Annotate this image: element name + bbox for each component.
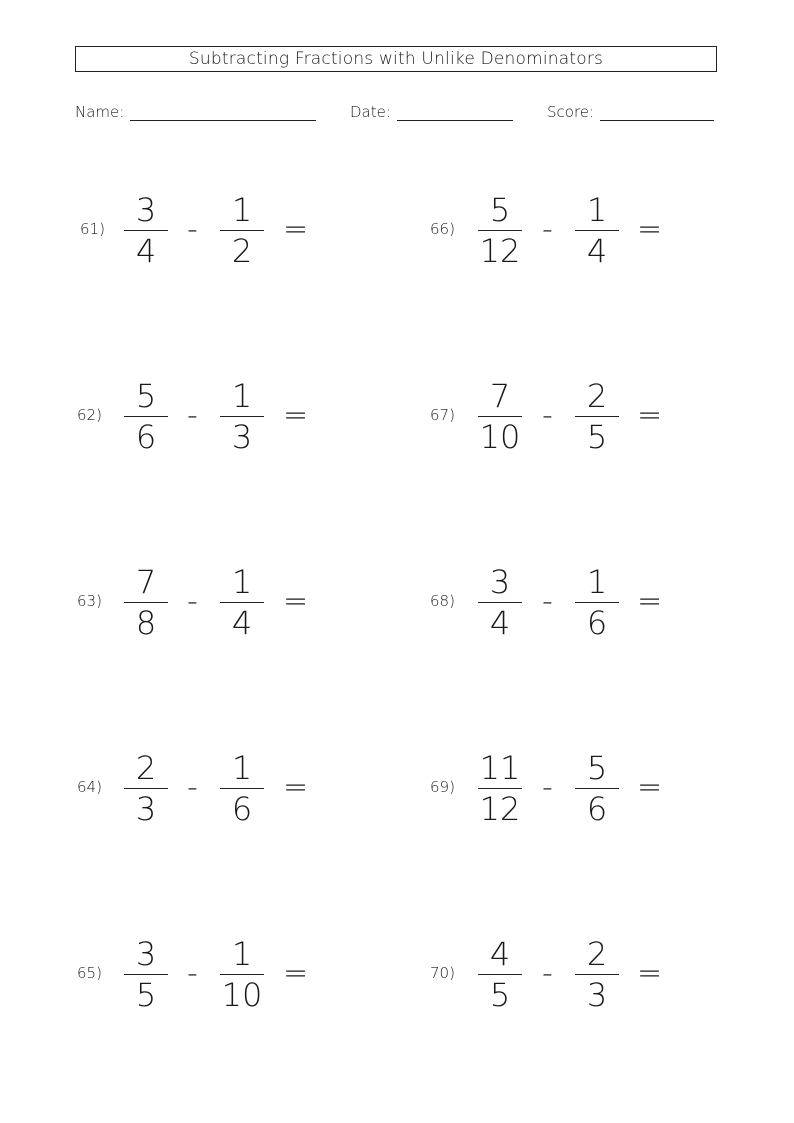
problem-number: 66) <box>430 220 455 238</box>
numerator: 11 <box>479 749 521 787</box>
denominator: 5 <box>489 976 511 1014</box>
worksheet-title-text: Subtracting Fractions with Unlike Denominators <box>188 49 604 69</box>
denominator: 10 <box>221 976 263 1014</box>
fraction-bar <box>478 788 522 789</box>
problem-number: 70) <box>430 964 455 982</box>
denominator: 5 <box>586 418 608 456</box>
equals-sign: = <box>283 212 309 247</box>
denominator: 3 <box>231 418 253 456</box>
problem-number: 63) <box>77 592 102 610</box>
fraction-bar <box>575 230 619 231</box>
fraction-bar <box>575 788 619 789</box>
numerator: 2 <box>586 377 608 415</box>
denominator: 4 <box>586 232 608 270</box>
fraction-bar <box>575 602 619 603</box>
fraction-second <box>575 564 619 641</box>
fraction-bar <box>478 230 522 231</box>
minus-sign: - <box>187 398 198 433</box>
fraction-first <box>478 936 522 1013</box>
date-label: Date: <box>350 103 391 121</box>
fraction-bar <box>220 416 264 417</box>
fraction-bar <box>124 974 168 975</box>
fraction-first <box>478 192 522 269</box>
minus-sign: - <box>187 770 198 805</box>
fraction-second <box>575 378 619 455</box>
fraction-second <box>220 750 264 827</box>
fraction-first <box>124 936 168 1013</box>
fraction-bar <box>124 416 168 417</box>
denominator: 6 <box>586 604 608 642</box>
equals-sign: = <box>637 770 663 805</box>
fraction-first <box>478 564 522 641</box>
fraction-second <box>220 564 264 641</box>
numerator: 7 <box>489 377 511 415</box>
numerator: 1 <box>586 191 608 229</box>
fraction-first <box>478 378 522 455</box>
fraction-bar <box>124 602 168 603</box>
numerator: 2 <box>135 749 157 787</box>
denominator: 6 <box>231 790 253 828</box>
minus-sign: - <box>542 212 553 247</box>
problem-number: 69) <box>430 778 455 796</box>
fraction-first <box>124 750 168 827</box>
problem-number: 64) <box>77 778 102 796</box>
problem-number: 65) <box>77 964 102 982</box>
equals-sign: = <box>283 398 309 433</box>
fraction-second <box>220 192 264 269</box>
denominator: 8 <box>135 604 157 642</box>
problem-number: 62) <box>77 406 102 424</box>
fraction-bar <box>575 974 619 975</box>
numerator: 1 <box>586 563 608 601</box>
date-field <box>350 103 513 121</box>
numerator: 5 <box>135 377 157 415</box>
fraction-bar <box>575 416 619 417</box>
fraction-bar <box>220 974 264 975</box>
fraction-second <box>575 750 619 827</box>
fraction-first <box>124 564 168 641</box>
equals-sign: = <box>637 584 663 619</box>
equals-sign: = <box>637 212 663 247</box>
name-label: Name: <box>75 103 125 121</box>
name-line[interactable] <box>130 104 316 121</box>
numerator: 2 <box>586 935 608 973</box>
denominator: 6 <box>135 418 157 456</box>
numerator: 5 <box>586 749 608 787</box>
problem-number: 68) <box>430 592 455 610</box>
denominator: 6 <box>586 790 608 828</box>
date-line[interactable] <box>397 104 513 121</box>
denominator: 3 <box>586 976 608 1014</box>
numerator: 3 <box>135 935 157 973</box>
numerator: 1 <box>231 377 253 415</box>
fraction-first <box>478 750 522 827</box>
fraction-bar <box>220 602 264 603</box>
fraction-second <box>220 936 264 1013</box>
fraction-bar <box>478 416 522 417</box>
fraction-second <box>575 936 619 1013</box>
fraction-bar <box>478 974 522 975</box>
fraction-bar <box>220 788 264 789</box>
fraction-first <box>124 378 168 455</box>
equals-sign: = <box>283 956 309 991</box>
numerator: 4 <box>489 935 511 973</box>
denominator: 2 <box>231 232 253 270</box>
denominator: 4 <box>135 232 157 270</box>
denominator: 12 <box>479 232 521 270</box>
numerator: 3 <box>489 563 511 601</box>
denominator: 3 <box>135 790 157 828</box>
minus-sign: - <box>542 584 553 619</box>
minus-sign: - <box>542 956 553 991</box>
fraction-first <box>124 192 168 269</box>
numerator: 1 <box>231 563 253 601</box>
numerator: 1 <box>231 935 253 973</box>
problem-number: 61) <box>80 220 105 238</box>
fraction-second <box>220 378 264 455</box>
minus-sign: - <box>542 398 553 433</box>
equals-sign: = <box>637 956 663 991</box>
equals-sign: = <box>637 398 663 433</box>
denominator: 4 <box>231 604 253 642</box>
minus-sign: - <box>187 584 198 619</box>
minus-sign: - <box>187 212 198 247</box>
numerator: 1 <box>231 749 253 787</box>
fraction-bar <box>478 602 522 603</box>
worksheet-title <box>75 46 717 72</box>
numerator: 7 <box>135 563 157 601</box>
numerator: 1 <box>231 191 253 229</box>
minus-sign: - <box>542 770 553 805</box>
fraction-second <box>575 192 619 269</box>
denominator: 10 <box>479 418 521 456</box>
name-field <box>75 103 316 121</box>
denominator: 12 <box>479 790 521 828</box>
problem-number: 67) <box>430 406 455 424</box>
score-field <box>547 103 714 121</box>
denominator: 4 <box>489 604 511 642</box>
numerator: 3 <box>135 191 157 229</box>
score-label: Score: <box>547 103 595 121</box>
equals-sign: = <box>283 584 309 619</box>
equals-sign: = <box>283 770 309 805</box>
fraction-bar <box>124 230 168 231</box>
minus-sign: - <box>187 956 198 991</box>
fraction-bar <box>220 230 264 231</box>
score-line[interactable] <box>600 104 714 121</box>
numerator: 5 <box>489 191 511 229</box>
fraction-bar <box>124 788 168 789</box>
denominator: 5 <box>135 976 157 1014</box>
